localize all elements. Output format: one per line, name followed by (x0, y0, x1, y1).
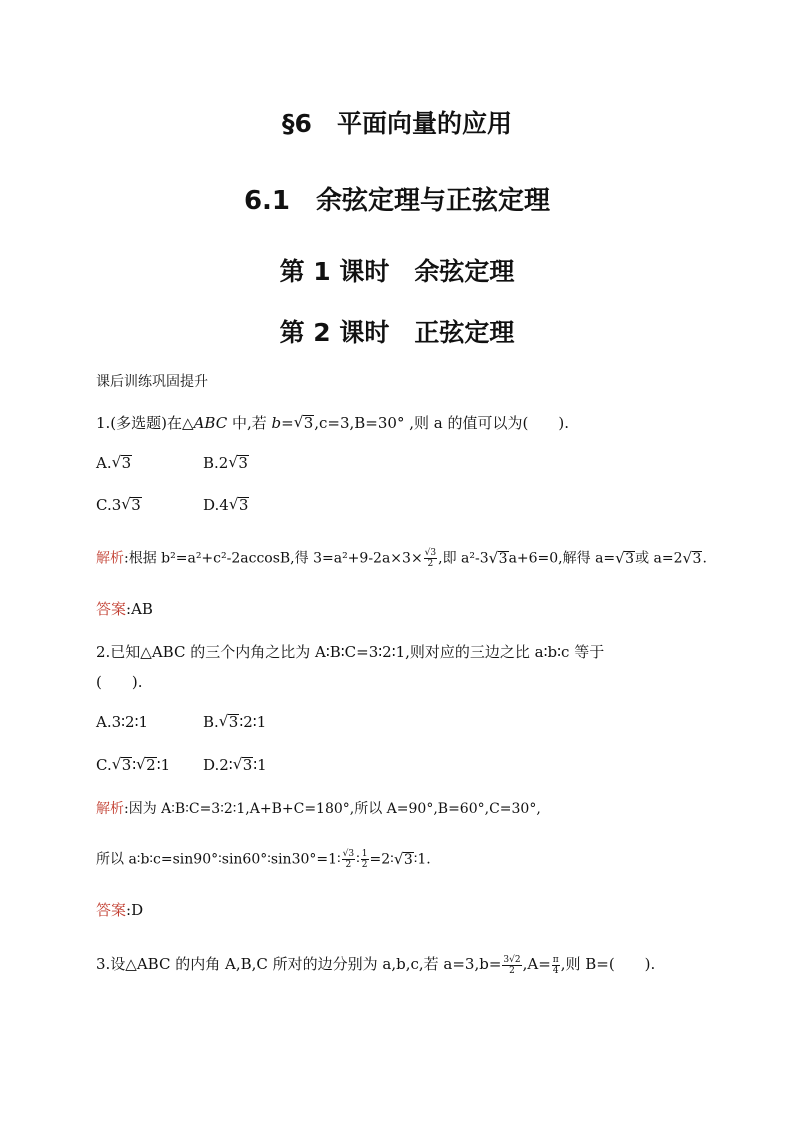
q1-rad: 3 (303, 414, 314, 432)
q1-option-c-coef: 3 (111, 496, 122, 514)
q1-sqrt (294, 413, 315, 433)
q2-option-c-sqrt1 (112, 756, 133, 774)
q2-solution-frac1-den: 2 (345, 860, 352, 870)
q2-option-d-pre: D.2∶ (203, 756, 233, 774)
q3-frac-b-den: 2 (509, 965, 515, 976)
q1-option-d-rad: 3 (238, 496, 249, 514)
q1-option-a-rad: 3 (121, 454, 132, 472)
q2-option-a: A.3∶2∶1 (96, 713, 149, 731)
q2-option-d-sqrt (233, 756, 254, 774)
q1-option-d (203, 496, 249, 514)
q1-tail: ,则 a 的值可以为( ). (404, 414, 569, 432)
q1-option-a-label: A. (96, 454, 112, 472)
q2-answer-label: 答案 (96, 901, 127, 919)
q1-solution-sqrt3 (683, 549, 703, 569)
q2-answer-value: :D (126, 901, 144, 919)
q1-cond: ,c=3,B=30° (314, 414, 405, 432)
q1-tri: ABC (193, 414, 228, 432)
q3-mid: ,A= (522, 955, 551, 973)
q1-option-b-sqrt (228, 454, 249, 472)
lesson1-title: 第 1 课时 余弦定理 (279, 257, 515, 286)
q2-option-c-rad2: 2 (146, 756, 156, 774)
q1-solution-p1: :根据 b²=a²+c²-2accosB,得 3=a²+9-2a×3× (124, 550, 423, 567)
q3-frac-b (502, 955, 521, 976)
q2-solution-frac1-num: √3 (342, 849, 355, 859)
q3-post: ,则 B=( ). (560, 955, 656, 973)
q2-solution-text1: :因为 A∶B∶C=3∶2∶1,A+B+C=180°,所以 A=90°,B=60°,C=30°, (124, 801, 541, 817)
q1-option-d-label: D. (203, 496, 220, 514)
q3-frac-a-num: π (552, 954, 559, 965)
q2-option-c-sqrt2 (136, 756, 157, 774)
q2-answer (96, 900, 143, 920)
q2-option-d-post: ∶1 (253, 756, 267, 774)
exercise-section-label: 课后训练巩固提升 (96, 374, 208, 390)
section-title: §6 平面向量的应用 (282, 109, 512, 138)
q1-solution-p5: . (702, 550, 707, 567)
q1-option-c-sqrt (121, 496, 142, 514)
q2-solution-post: ∶1. (413, 851, 431, 868)
question-1 (96, 413, 569, 433)
q1-answer-label: 答案 (96, 600, 127, 618)
q2-solution-rad: 3 (403, 851, 413, 868)
question-2-line1: 2.已知△ABC 的三个内角之比为 A∶B∶C=3∶2∶1,则对应的三边之比 a∶b∶c 等于 (96, 643, 605, 661)
q3-pre: 3.设△ABC 的内角 A,B,C 所对的边分别为 a,b,c,若 a=3,b= (96, 955, 502, 973)
lesson2-title: 第 2 课时 正弦定理 (279, 318, 515, 347)
q1-solution (96, 548, 707, 569)
q3-frac-b-num: 3√2 (503, 954, 521, 965)
q2-solution-label: 解析 (96, 801, 124, 817)
q2-option-d-rad: 3 (242, 756, 253, 774)
q1-option-d-coef: 4 (219, 496, 229, 514)
q1-option-c (96, 496, 142, 514)
q1-option-a-sqrt (112, 454, 133, 472)
q1-option-b-label: B. (203, 454, 219, 472)
question-2-line2: ( ). (96, 673, 143, 691)
q1-solution-sqrt1 (489, 549, 509, 569)
q2-solution-frac1 (342, 849, 355, 870)
q2-solution-line1 (96, 799, 541, 819)
q1-option-a (96, 454, 132, 472)
q2-option-c-mid: ∶ (132, 756, 137, 774)
q1-answer (96, 599, 153, 619)
q1-solution-p4: 或 a=2 (635, 550, 683, 567)
q1-option-d-sqrt (229, 496, 250, 514)
q2-solution-mid2: =2∶ (369, 851, 394, 868)
q1-solution-frac-den: 2 (427, 559, 434, 569)
subsection-title: 6.1 余弦定理与正弦定理 (243, 186, 551, 216)
q1-mid: 中,若 (227, 414, 272, 432)
q2-option-b-sqrt (219, 713, 240, 731)
q1-b: b (271, 414, 282, 432)
q2-option-c-pre: C. (96, 756, 112, 774)
q2-solution-line2 (96, 849, 431, 870)
q1-solution-rad3: 3 (692, 550, 702, 567)
q1-solution-rad1: 3 (498, 550, 508, 567)
q2-option-b-rad: 3 (228, 713, 239, 731)
q2-option-c (96, 756, 170, 774)
question-3 (96, 954, 655, 976)
q3-frac-a (552, 955, 560, 976)
q1-option-b-rad: 3 (238, 454, 248, 472)
q2-option-b-pre: B. (203, 713, 219, 731)
q1-prefix: 1.(多选题)在△ (96, 414, 194, 432)
q1-solution-sqrt2 (615, 549, 635, 569)
q1-eq: = (281, 414, 294, 432)
q3-frac-a-den: 4 (552, 965, 559, 976)
q2-solution-mid: ∶ (356, 851, 360, 868)
q1-solution-frac (424, 548, 437, 569)
q2-solution-pre: 所以 a∶b∶c=sin90°∶sin60°∶sin30°=1∶ (96, 851, 341, 868)
q2-solution-sqrt (394, 850, 414, 870)
q2-option-b (203, 713, 266, 731)
q2-solution-frac2 (361, 849, 369, 870)
q1-answer-value: :AB (126, 600, 153, 618)
q1-solution-frac-num: √3 (424, 548, 437, 558)
q2-option-b-post: ∶2∶1 (239, 713, 267, 731)
q2-option-d (203, 756, 267, 774)
q1-solution-p2: ,即 a²-3 (438, 550, 489, 567)
q1-option-c-rad: 3 (131, 496, 141, 514)
q1-solution-label: 解析 (96, 550, 124, 567)
q2-solution-frac2-num: 1 (361, 849, 368, 859)
q2-option-c-post: ∶1 (156, 756, 171, 774)
q1-option-b-coef: 2 (218, 454, 229, 472)
q2-option-c-rad1: 3 (121, 756, 132, 774)
q1-option-b (203, 454, 249, 472)
q1-solution-p3: a+6=0,解得 a= (508, 550, 616, 567)
q2-solution-frac2-den: 2 (361, 860, 368, 870)
q1-solution-rad2: 3 (625, 550, 635, 567)
q1-option-c-label: C. (96, 496, 112, 514)
